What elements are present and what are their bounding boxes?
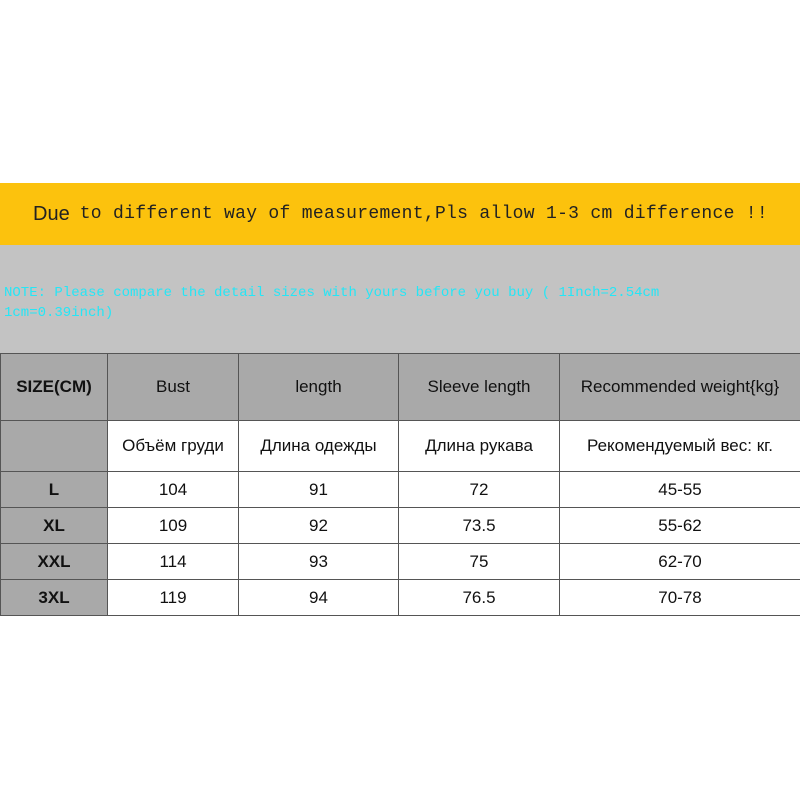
sleeve-cell: 76.5 xyxy=(399,580,560,616)
size-cell: 3XL xyxy=(1,580,108,616)
note-panel xyxy=(0,245,800,353)
sleeve-cell: 75 xyxy=(399,544,560,580)
table-row xyxy=(1,508,800,544)
bust-cell: 114 xyxy=(108,544,239,580)
length-cell: 93 xyxy=(239,544,399,580)
header-size: SIZE(CM) xyxy=(1,354,108,421)
banner-text: to different way of measurement,Pls allow 1-3 cm difference !! xyxy=(79,204,769,224)
subheader-blank xyxy=(1,421,108,472)
table-row xyxy=(1,544,800,580)
sleeve-cell: 72 xyxy=(399,472,560,508)
subheader-sleeve-ru: Длина рукава xyxy=(399,421,560,472)
table-header-row xyxy=(1,354,800,421)
header-recommended-weight: Recommended weight{kg} xyxy=(560,354,800,421)
bust-cell: 104 xyxy=(108,472,239,508)
subheader-bust-ru: Объём груди xyxy=(108,421,239,472)
weight-cell: 55-62 xyxy=(560,508,800,544)
table-subheader-row xyxy=(1,421,800,472)
weight-cell: 45-55 xyxy=(560,472,800,508)
measurement-banner xyxy=(0,183,800,245)
header-length: length xyxy=(239,354,399,421)
length-cell: 91 xyxy=(239,472,399,508)
size-cell: XXL xyxy=(1,544,108,580)
subheader-weight-ru: Рекомендуемый вес: кг. xyxy=(560,421,800,472)
bust-cell: 109 xyxy=(108,508,239,544)
table-row xyxy=(1,580,800,616)
size-chart-table xyxy=(0,353,800,616)
length-cell: 94 xyxy=(239,580,399,616)
note-line-2: 1cm=0.39inch) xyxy=(4,305,114,321)
table-row xyxy=(1,472,800,508)
size-cell: XL xyxy=(1,508,108,544)
length-cell: 92 xyxy=(239,508,399,544)
size-cell: L xyxy=(1,472,108,508)
subheader-length-ru: Длина одежды xyxy=(239,421,399,472)
header-sleeve-length: Sleeve length xyxy=(399,354,560,421)
header-bust: Bust xyxy=(108,354,239,421)
note-line-1: NOTE: Please compare the detail sizes with yours before you buy ( 1Inch=2.54cm xyxy=(4,285,660,301)
bust-cell: 119 xyxy=(108,580,239,616)
weight-cell: 62-70 xyxy=(560,544,800,580)
banner-lead: Due xyxy=(33,202,70,225)
sleeve-cell: 73.5 xyxy=(399,508,560,544)
weight-cell: 70-78 xyxy=(560,580,800,616)
